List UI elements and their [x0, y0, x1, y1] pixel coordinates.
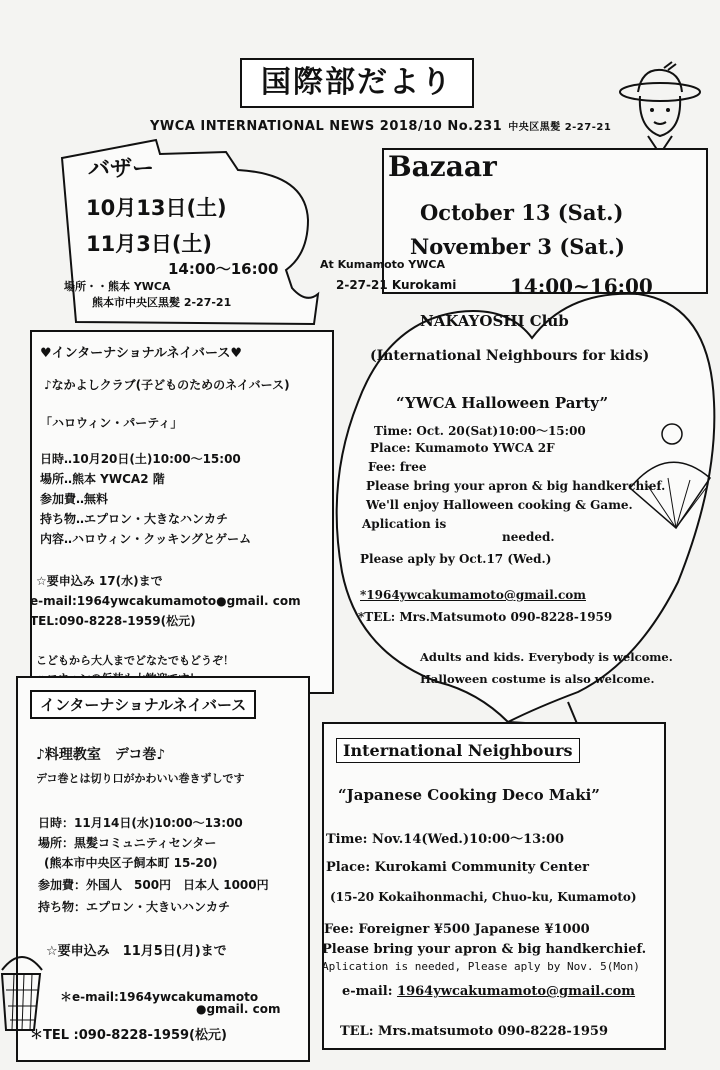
heart-bring: Please bring your apron & big handkerchief. — [366, 479, 666, 493]
bazaar-at-line1: At Kumamoto YWCA — [320, 258, 445, 271]
cooking-jp-desc: デコ巻とは切り口がかわいい巻きずしです — [36, 772, 245, 785]
bazaar-jp-date2: 11月3日(土) — [86, 232, 213, 256]
heart-subtitle: (International Neighbours for kids) — [370, 348, 650, 364]
cooking-jp-address: (熊本市中央区子飼本町 15-20) — [44, 856, 218, 870]
cooking-jp-fee: 参加費：外国人 500円 日本人 1000円 — [38, 878, 269, 892]
basket-icon — [0, 950, 44, 1034]
bazaar-at-line2: 2-27-21 Kurokami — [336, 278, 457, 292]
cooking-jp-heading: インターナショナルネイバース — [30, 690, 256, 719]
news-address: 中央区黒髪 2-27-21 — [508, 122, 612, 133]
title-box — [240, 58, 474, 108]
cooking-en-email-row — [342, 984, 635, 999]
cooking-en-apply: Aplication is needed, Please aply by Nov. 5(Mon) — [322, 960, 640, 973]
bazaar-jp-place: 場所・・熊本 YWCA — [64, 280, 171, 293]
neighbours-jp-fee: 参加費‥無料 — [40, 492, 109, 506]
heart-apply-by: Please aply by Oct.17 (Wed.) — [360, 552, 552, 566]
cooking-en-email[interactable]: 1964ywcakumamoto@gmail.com — [397, 984, 636, 999]
bazaar-jp-title: バザー — [88, 157, 155, 182]
news-issue: YWCA INTERNATIONAL NEWS 2018/10 No.231 — [150, 119, 503, 134]
cooking-en-email-label: e-mail: — [342, 984, 398, 999]
neighbours-jp-date: 日時‥10月20日(土)10:00～15:00 — [40, 452, 241, 466]
cooking-jp-email2: ●gmail. com — [196, 1002, 281, 1016]
heart-app2: needed. — [502, 530, 555, 544]
bazaar-en-time: 14:00~16:00 — [510, 274, 653, 298]
cooking-en-title: “Japanese Cooking Deco Maki” — [338, 786, 600, 804]
neighbours-jp-email: e-mail:1964ywcakumamoto●gmail. com — [30, 594, 301, 608]
neighbours-jp-content: 内容‥ハロウィン・クッキングとゲーム — [40, 532, 252, 546]
heart-welcome2: Halloween costume is also welcome. — [420, 672, 655, 686]
cooking-jp-email1: ＊e-mail:1964ywcakumamoto — [60, 990, 259, 1004]
page-title: 国際部だより — [261, 65, 453, 100]
neighbours-jp-apply: ☆要申込み 17(水)まで — [36, 574, 163, 588]
heart-place: Place: Kumamoto YWCA 2F — [370, 441, 555, 455]
heart-app1: Aplication is — [362, 517, 447, 531]
heart-title: NAKAYOSHI Club — [420, 312, 569, 330]
bazaar-jp-time: 14:00～16:00 — [168, 260, 279, 278]
neighbours-jp-club: ♪なかよしクラブ(子どものためのネイバース) — [44, 378, 290, 392]
cooking-jp-place: 場所：黒髪コミュニティセンター — [38, 836, 217, 850]
cooking-en-address: (15-20 Kokaihonmachi, Chuo-ku, Kumamoto) — [330, 890, 637, 904]
bazaar-jp-date1: 10月13日(土) — [86, 196, 227, 220]
cooking-en-fee: Fee: Foreigner ¥500 Japanese ¥1000 — [324, 922, 590, 937]
heart-event: “YWCA Halloween Party” — [396, 394, 609, 412]
mascot-illustration — [612, 58, 708, 158]
neighbours-jp-place: 場所‥熊本 YWCA2 階 — [40, 472, 165, 486]
cooking-en-heading: International Neighbours — [336, 738, 580, 763]
bazaar-en-date2: November 3 (Sat.) — [410, 234, 625, 259]
cooking-jp-title: ♪料理教室 デコ巻♪ — [36, 747, 166, 763]
heart-email[interactable]: *1964ywcakumamoto@gmail.com — [360, 588, 586, 602]
cooking-jp-tel: ＊TEL :090-8228-1959(松元) — [30, 1028, 227, 1043]
cooking-en-time: Time: Nov.14(Wed.)10:00～13:00 — [326, 832, 565, 847]
neighbours-jp-event: 「ハロウィン・パーティ」 — [40, 416, 183, 430]
neighbours-jp-tel: TEL:090-8228-1959(松元) — [30, 614, 196, 628]
neighbours-jp-note1: こどもから大人までどなたでもどうぞ！ — [36, 654, 234, 667]
cooking-jp-apply: ☆要申込み 11月5日(月)まで — [46, 944, 227, 959]
bazaar-en-date1: October 13 (Sat.) — [420, 200, 624, 225]
news-line — [150, 118, 611, 134]
bazaar-jp-address: 熊本市中央区黒髪 2-27-21 — [92, 296, 232, 309]
bazaar-en-title: Bazaar — [388, 150, 497, 183]
neighbours-jp-bring: 持ち物‥エプロン・大きなハンカチ — [40, 512, 229, 526]
heart-fee: Fee: free — [368, 460, 427, 474]
heart-welcome1: Adults and kids. Everybody is welcome. — [420, 650, 673, 664]
heart-tel: *TEL: Mrs.Matsumoto 090-8228-1959 — [358, 610, 613, 624]
cooking-jp-bring: 持ち物：エプロン・大きいハンカチ — [38, 900, 231, 914]
heart-enjoy: We'll enjoy Halloween cooking & Game. — [366, 498, 633, 512]
cooking-jp-date: 日時：11月14日(水)10:00～13:00 — [38, 816, 243, 830]
cooking-en-tel: TEL: Mrs.matsumoto 090-8228-1959 — [340, 1024, 609, 1039]
cooking-en-box — [322, 722, 666, 1050]
cooking-en-place: Place: Kurokami Community Center — [326, 860, 589, 875]
heart-time: Time: Oct. 20(Sat)10:00～15:00 — [374, 424, 586, 438]
cooking-en-bring: Please bring your apron & big handkerchief. — [322, 942, 647, 957]
neighbours-jp-heading: ♥インターナショナルネイバース♥ — [40, 346, 243, 361]
